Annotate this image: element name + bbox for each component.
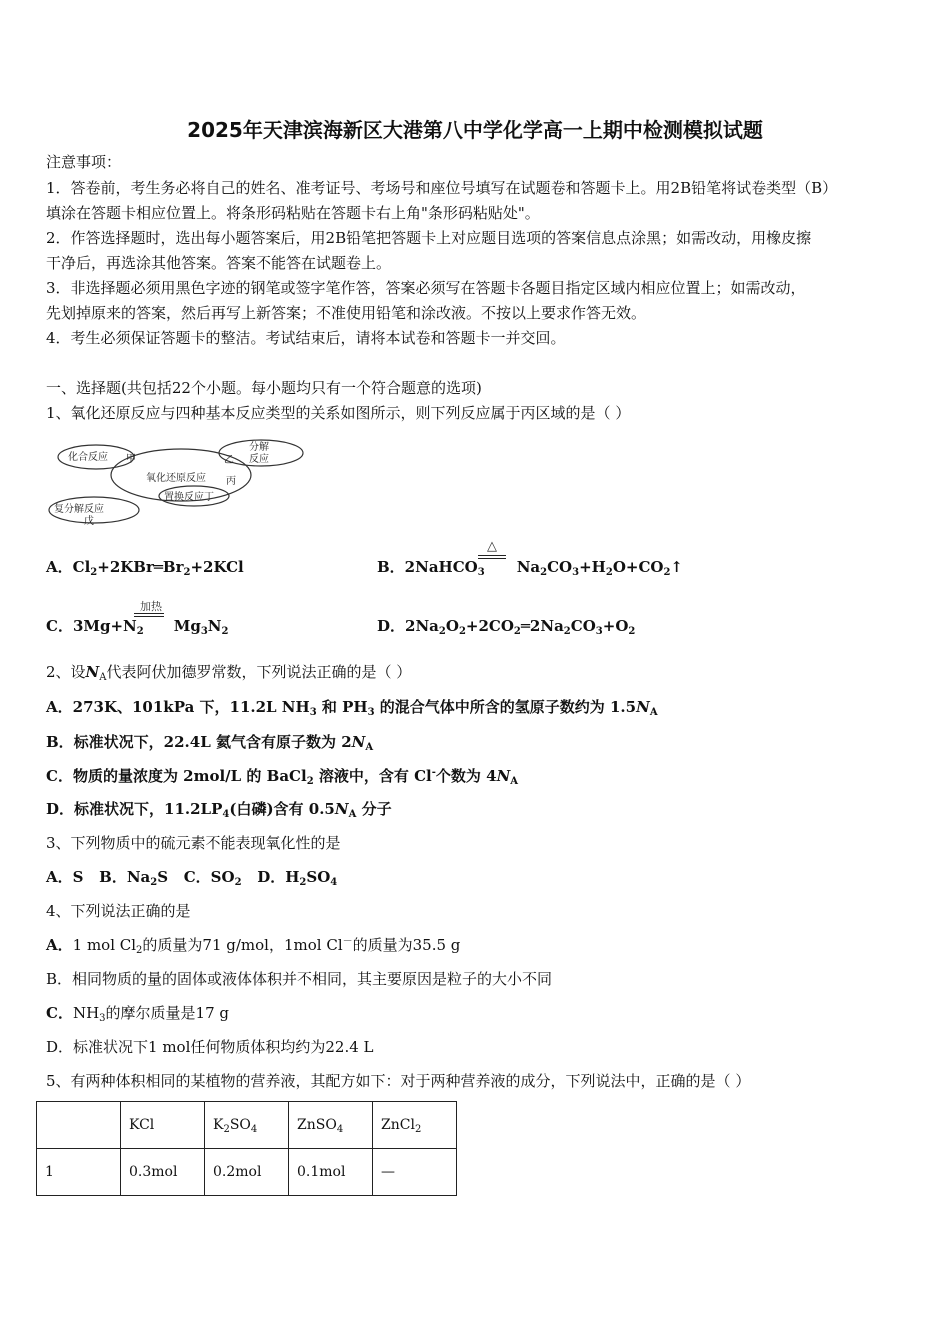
question-3-stem: 3、下列物质中的硫元素不能表现氧化性的是: [46, 834, 341, 852]
notice-line: 3．非选择题必须用黑色字迹的钢笔或签字笔作答，答案必须写在答题卡各题目指定区域内相应位置上；如需改动，: [46, 279, 806, 297]
q2-option-d: D．标准状况下，$11.2LP_4$(白磷)含有 $0.5N_A$ 分子: [46, 800, 392, 820]
q2-option-c: C．物质的量浓度为 2mol/L 的 BaCl$_2$ 溶液中，含有 Cl-个数为 $4N_A$: [46, 767, 519, 787]
section-heading: 一、选择题(共包括22个小题。每小题均只有一个符合题意的选项): [46, 379, 482, 397]
q1-option-d: D．$2Na_2O_2+2CO_2═2Na_2CO_3+O_2$: [377, 617, 636, 637]
label-fufenjie: 复分解反应: [54, 504, 104, 515]
q1-option-c: C．$3Mg+N_2$ $Mg_3N_2$: [46, 617, 229, 637]
q2-option-b: B．标准状况下，22.4L 氦气含有原子数为 $2N_A$: [46, 733, 374, 753]
label-huahe: 化合反应: [68, 452, 108, 463]
label-fenjie-2: 反应: [249, 454, 269, 465]
table-cell: 0.1mol: [289, 1149, 373, 1196]
q4-option-d: D．标准状况下1 mol任何物质体积均约为22.4 L: [46, 1038, 374, 1056]
table-header-cell: ZnCl$_2$: [373, 1102, 457, 1149]
q4-option-a: A．1 mol $Cl_2$的质量为71 g/mol，1mol Cl－的质量为35.5 g: [46, 936, 461, 956]
label-bing: 丙: [226, 476, 236, 487]
label-zhihuan: 置换反应丁: [164, 492, 214, 503]
table-cell: —: [373, 1149, 457, 1196]
label-jia: 甲: [126, 454, 136, 465]
q2-option-a: A．273K、101kPa 下，11.2L $NH_3$ 和 $PH_3$ 的混合气体中所含的氢原子数约为 $1.5N_A$: [46, 698, 658, 718]
table-header-cell: $K_2SO_4$: [205, 1102, 289, 1149]
arrow-line: [134, 616, 164, 617]
arrow-line: [478, 555, 506, 556]
table-cell: 0.2mol: [205, 1149, 289, 1196]
notice-line: 4．考生必须保证答题卡的整洁。考试结束后，请将本试卷和答题卡一并交回。: [46, 329, 566, 347]
notice-line: 1．答卷前，考生务必将自己的姓名、准考证号、考场号和座位号填写在试题卷和答题卡上。用2B铅笔将试卷类型（B）: [46, 179, 838, 197]
table-cell: 0.3mol: [121, 1149, 205, 1196]
table-header-cell: [37, 1102, 121, 1149]
table-header-row: [37, 1102, 457, 1149]
notice-line: 干净后，再选涂其他答案。答案不能答在试题卷上。: [46, 254, 392, 272]
label-yi: 乙: [224, 455, 234, 466]
q1-option-a: A．$Cl_2+2KBr═Br_2+2KCl$: [46, 558, 244, 578]
question-4-stem: 4、下列说法正确的是: [46, 902, 191, 920]
notice-line: 2．作答选择题时，选出每小题答案后，用2B铅笔把答题卡上对应题目选项的答案信息点涂黑；如需改动，用橡皮擦: [46, 229, 812, 247]
delta-condition: △: [487, 539, 497, 554]
table-header-cell: ZnSO$_4$: [289, 1102, 373, 1149]
question-1-stem: 1、氧化还原反应与四种基本反应类型的关系如图所示，则下列反应属于丙区域的是（ ）: [46, 404, 631, 422]
q4-option-b: B．相同物质的量的固体或液体体积并不相同，其主要原因是粒子的大小不同: [46, 970, 553, 988]
table-cell: 1: [37, 1149, 121, 1196]
question-2-stem: 2、设$N_A$代表阿伏加德罗常数，下列说法正确的是（ ）: [46, 663, 412, 683]
q1-option-b: B．2NaHCO$_3$ $Na_2CO_3+H_2O+CO_2↑$: [377, 558, 683, 578]
page-title: 2025年天津滨海新区大港第八中学化学高一上期中检测模拟试题: [187, 118, 763, 142]
q3-options: A．S B．$Na_2S$ C．$SO_2$ D．$H_2SO_4$: [46, 868, 338, 888]
question-5-stem: 5、有两种体积相同的某植物的营养液，其配方如下：对于两种营养液的成分，下列说法中，正确的是（ ）: [46, 1072, 751, 1090]
arrow-line: [478, 558, 506, 559]
label-redox: 氧化还原反应: [146, 473, 206, 484]
q4-option-c: C．$NH_3$的摩尔质量是17 g: [46, 1004, 230, 1024]
notice-line: 先划掉原来的答案，然后再写上新答案；不准使用铅笔和涂改液。不按以上要求作答无效。: [46, 304, 647, 322]
label-fenjie-1: 分解: [249, 442, 269, 453]
notice-heading: 注意事项：: [46, 153, 122, 171]
table-row: [37, 1149, 457, 1196]
heat-condition: 加热: [140, 600, 162, 613]
notice-line: 填涂在答题卡相应位置上。将条形码粘贴在答题卡右上角"条形码粘贴处"。: [46, 204, 540, 222]
nutrient-table: [36, 1101, 457, 1196]
reaction-venn-diagram: [46, 436, 306, 528]
label-wu: 戊: [84, 516, 94, 527]
table-header-cell: KCl: [121, 1102, 205, 1149]
arrow-line: [134, 613, 164, 614]
